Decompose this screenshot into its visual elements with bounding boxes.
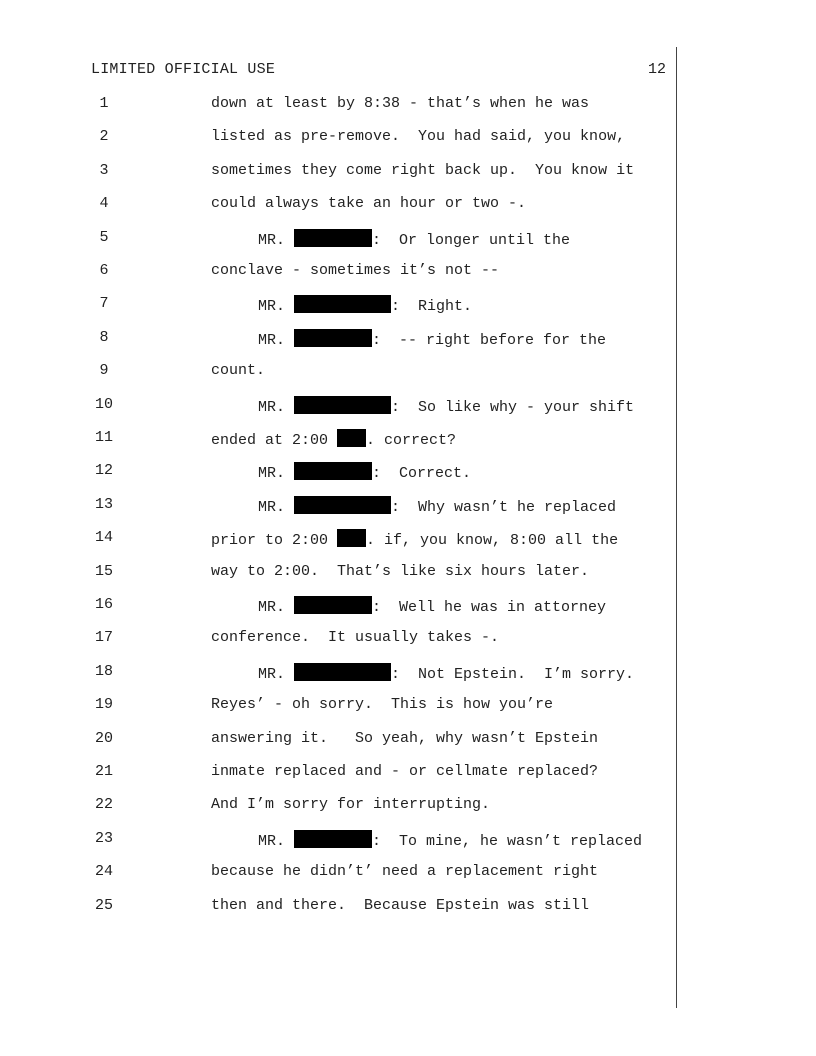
transcript-line [0, 195, 680, 217]
text-segment: MR. [258, 465, 295, 483]
transcript-line [0, 295, 680, 317]
text-segment: inmate replaced and - or cellmate replaced? [211, 763, 599, 780]
line-text [211, 796, 490, 813]
text-segment: then and there. Because Epstein was still [211, 896, 590, 914]
transcript-line [0, 128, 680, 150]
line-text [211, 95, 589, 112]
transcript-line [0, 396, 680, 418]
redaction-box [294, 830, 372, 848]
line-text [211, 429, 456, 449]
line-number: 2 [99, 128, 109, 146]
transcript-line [0, 229, 680, 251]
redaction-box [294, 663, 391, 681]
page-number: 12 [648, 61, 667, 78]
line-number: 6 [99, 262, 109, 279]
text-segment: : Correct. [372, 465, 472, 483]
line-number: 4 [99, 195, 109, 213]
text-segment: : Or longer until the [372, 231, 571, 249]
redaction-box [294, 229, 372, 247]
transcript-line [0, 796, 680, 818]
text-segment: : Not Epstein. I’m sorry. [391, 665, 635, 683]
line-text [258, 295, 472, 315]
transcript-line [0, 763, 680, 785]
line-number: 3 [99, 161, 109, 179]
text-segment: ended at 2:00 [211, 432, 338, 449]
line-text [211, 128, 625, 145]
transcript-line [0, 596, 680, 618]
line-text [258, 329, 606, 349]
line-number: 16 [94, 596, 113, 613]
line-number: 23 [94, 829, 113, 847]
line-number: 10 [94, 395, 113, 413]
transcript-line [0, 529, 680, 551]
transcript-line [0, 696, 680, 718]
redaction-box [294, 462, 372, 480]
line-text [258, 596, 606, 616]
line-text [258, 496, 616, 516]
line-number: 8 [99, 328, 109, 346]
transcript-line [0, 162, 680, 184]
transcript-line [0, 563, 680, 585]
transcript-line [0, 496, 680, 518]
line-number: 1 [99, 95, 109, 112]
line-text [211, 195, 526, 212]
classification-header: LIMITED OFFICIAL USE [91, 61, 276, 78]
transcript-line [0, 629, 680, 651]
line-number: 19 [94, 696, 113, 714]
transcript-line [0, 429, 680, 451]
text-segment: : Right. [391, 298, 473, 316]
text-segment: . correct? [366, 432, 457, 449]
redaction-box [294, 329, 372, 347]
line-text [258, 229, 570, 249]
line-text [211, 529, 618, 549]
text-segment: conclave - sometimes it’s not -- [211, 262, 500, 279]
line-number: 25 [94, 896, 113, 914]
transcript-line [0, 462, 680, 484]
text-segment: down at least by 8:38 - that’s when he was [211, 95, 590, 112]
line-number: 22 [94, 796, 113, 814]
line-text [258, 396, 634, 416]
line-number: 9 [99, 362, 109, 380]
line-text [258, 663, 634, 683]
text-segment: . if, you know, 8:00 all the [366, 532, 619, 550]
transcript-line [0, 863, 680, 885]
transcript-line [0, 730, 680, 752]
text-segment: : Well he was in attorney [372, 599, 607, 616]
text-segment: sometimes they come right back up. You know it [211, 161, 635, 179]
line-text [211, 362, 265, 379]
text-segment: answering it. So yeah, why wasn’t Epstein [211, 729, 599, 747]
line-text [258, 830, 642, 850]
line-number: 14 [94, 529, 113, 547]
line-text [211, 763, 598, 780]
line-number: 11 [94, 429, 113, 446]
line-text [211, 696, 553, 713]
line-text [211, 897, 589, 914]
text-segment: And I’m sorry for interrupting. [211, 796, 491, 814]
line-text [258, 462, 471, 482]
text-segment: way to 2:00. That’s like six hours later. [211, 562, 590, 580]
transcript-line [0, 262, 680, 284]
line-number: 21 [94, 763, 113, 780]
text-segment: count. [211, 362, 266, 380]
line-text [211, 162, 634, 179]
line-number: 13 [94, 495, 113, 513]
transcript-line [0, 329, 680, 351]
text-segment: MR. [258, 498, 295, 516]
transcript-line [0, 663, 680, 685]
redaction-box [294, 596, 372, 614]
text-segment: : To mine, he wasn’t replaced [372, 832, 643, 850]
line-text [211, 863, 598, 880]
line-number: 12 [94, 462, 113, 480]
text-segment: : Why wasn’t he replaced [391, 498, 617, 516]
line-number: 18 [94, 662, 113, 680]
line-number: 5 [99, 228, 109, 246]
text-segment: could always take an hour or two -. [211, 195, 527, 213]
line-number: 24 [94, 863, 113, 881]
text-segment: : So like why - your shift [391, 398, 635, 416]
transcript-line [0, 830, 680, 852]
text-segment: MR. [258, 832, 295, 850]
line-number: 20 [94, 729, 113, 747]
line-text [211, 262, 499, 279]
text-segment: MR. [258, 331, 295, 349]
line-number: 15 [94, 562, 113, 580]
line-text [211, 730, 598, 747]
line-number: 7 [99, 295, 109, 313]
redaction-box [337, 529, 366, 547]
text-segment: MR. [258, 599, 295, 616]
text-segment: because he didn’t’ need a replacement right [211, 863, 599, 881]
line-number: 17 [94, 629, 113, 647]
line-text [211, 629, 499, 646]
text-segment: : -- right before for the [372, 331, 607, 349]
redaction-box [294, 396, 391, 414]
text-segment: MR. [258, 665, 295, 683]
text-segment: prior to 2:00 [211, 532, 338, 550]
text-segment: MR. [258, 231, 295, 249]
text-segment: Reyes’ - oh sorry. This is how you’re [211, 696, 554, 714]
transcript-line [0, 95, 680, 117]
text-segment: MR. [258, 398, 295, 416]
transcript-line [0, 362, 680, 384]
text-segment: listed as pre-remove. You had said, you know, [211, 128, 626, 146]
redaction-box [294, 496, 391, 514]
transcript-line [0, 897, 680, 919]
redaction-box [337, 429, 366, 447]
line-text [211, 563, 589, 580]
text-segment: conference. It usually takes -. [211, 629, 500, 647]
redaction-box [294, 295, 391, 313]
text-segment: MR. [258, 298, 295, 316]
